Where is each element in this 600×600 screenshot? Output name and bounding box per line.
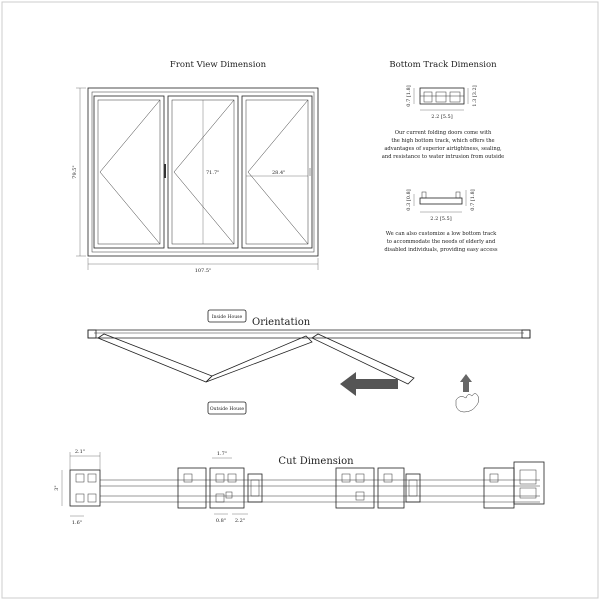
outside-house-label: Outside House xyxy=(209,407,245,412)
bottom-track-title: Bottom Track Dimension xyxy=(389,60,497,70)
low-track-dim-c: 2.2 [5.5] xyxy=(430,216,452,222)
orientation-title: Orientation xyxy=(252,317,311,328)
slide-direction-arrow xyxy=(340,372,398,396)
low-track-note-line: to accommodate the needs of elderly and xyxy=(386,239,496,245)
cut-dim-mid-bottom-a: 0.8" xyxy=(215,518,227,524)
cut-dim-mid-top: 1.7" xyxy=(216,451,228,457)
front-view-title: Front View Dimension xyxy=(169,60,267,70)
low-track-note-line: disabled individuals, providing easy access xyxy=(384,247,498,253)
front-height-label: 79.5" xyxy=(72,165,78,179)
high-track-profile xyxy=(414,88,468,110)
low-track-profile xyxy=(414,190,466,212)
panel-height-label: 71.7" xyxy=(206,170,220,176)
high-track-dim-c: 2.2 [5.5] xyxy=(431,114,453,120)
high-track-note-line: the high bottom track, which offers the xyxy=(391,138,495,144)
cut-dim-mid-bottom-b: 2.2" xyxy=(234,518,246,524)
sheet-border xyxy=(2,2,598,598)
high-track-note-line: and resistance to water intrusion from outside xyxy=(381,154,505,160)
cut-dim-left-side: 3" xyxy=(54,485,60,491)
inside-house-label: Inside House xyxy=(211,315,243,320)
cut-dimension-title: Cut Dimension xyxy=(278,456,354,467)
high-track-dim-a: 0.7 [1.8] xyxy=(406,85,412,107)
push-gesture-icon xyxy=(456,374,479,412)
high-track-dim-b: 1.3 [3.2] xyxy=(472,85,478,107)
cut-dim-left-bottom: 1.6" xyxy=(71,520,83,526)
low-track-note-line: We can also customize a low bottom track xyxy=(385,231,497,237)
front-width-label: 107.5" xyxy=(194,268,212,274)
cut-dim-left-top: 2.1" xyxy=(74,449,86,455)
panel-width-label: 28.4" xyxy=(272,170,286,176)
low-track-dim-a: 0.3 [0.8] xyxy=(406,189,412,211)
high-track-note-line: Our current folding doors come with xyxy=(394,130,492,136)
low-track-dim-b: 0.7 [1.8] xyxy=(470,189,476,211)
cut-section-profile xyxy=(70,462,544,508)
orientation-folding-panels xyxy=(88,330,530,384)
high-track-note-line: advantages of superior airtightness, sealing, xyxy=(384,146,502,152)
